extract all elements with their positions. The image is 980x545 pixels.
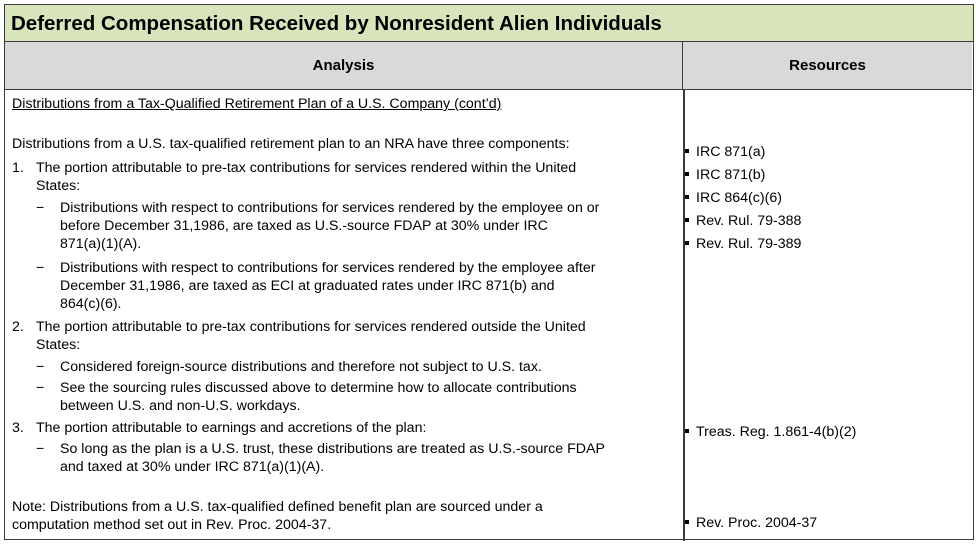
item-1-line: States: [36, 178, 81, 194]
square-bullet-icon [685, 149, 689, 153]
intro-text: Distributions from a U.S. tax-qualified retirement plan to an NRA have three components: [12, 136, 570, 152]
item-2-sub-2-line: between U.S. and non-U.S. workdays. [60, 398, 301, 414]
square-bullet-icon [685, 520, 689, 524]
square-bullet-icon [685, 241, 689, 245]
item-1-line: The portion attributable to pre-tax contributions for services rendered within the United [36, 160, 577, 176]
item-1-sub-2-line: Distributions with respect to contributions for services rendered by the employee after [60, 260, 596, 276]
dash-bullet: − [36, 380, 45, 396]
page-title: Deferred Compensation Received by Nonresident Alien Individuals [11, 12, 662, 35]
square-bullet-icon [685, 195, 689, 199]
title-bar [5, 5, 973, 42]
item-2-line: States: [36, 337, 81, 353]
item-1-sub-1-line: before December 31,1986, are taxed as U.S.-source FDAP at 30% under IRC [60, 218, 548, 234]
item-2-sub-2-line: See the sourcing rules discussed above to determine how to allocate contributions [60, 380, 577, 396]
resource-item: Treas. Reg. 1.861-4(b)(2) [685, 424, 856, 441]
square-bullet-icon [685, 429, 689, 433]
item-3-number: 3. [12, 420, 24, 436]
note-line: computation method set out in Rev. Proc. 2004-37. [12, 517, 332, 533]
item-3-sub-1-line: and taxed at 30% under IRC 871(a)(1)(A). [60, 459, 325, 475]
square-bullet-icon [685, 218, 689, 222]
item-3-sub-1-line: So long as the plan is a U.S. trust, these distributions are treated as U.S.-source FDAP [60, 441, 605, 457]
item-1-sub-1-line: Distributions with respect to contributions for services rendered by the employee on or [60, 200, 600, 216]
item-3-line: The portion attributable to earnings and accretions of the plan: [36, 420, 427, 436]
dash-bullet: − [36, 260, 45, 276]
note-line: Note: Distributions from a U.S. tax-qualified defined benefit plan are sourced under a [12, 499, 543, 515]
resource-item: Rev. Rul. 79-388 [685, 213, 801, 230]
item-1-number: 1. [12, 160, 24, 176]
item-1-sub-2-line: December 31,1986, are taxed as ECI at graduated rates under IRC 871(b) and [60, 278, 555, 294]
item-2-line: The portion attributable to pre-tax contributions for services rendered outside the United [36, 319, 586, 335]
dash-bullet: − [36, 359, 45, 375]
resource-item: Rev. Rul. 79-389 [685, 236, 801, 253]
item-2-number: 2. [12, 319, 24, 335]
column-header-analysis: Analysis [5, 42, 683, 90]
section-subheading: Distributions from a Tax-Qualified Retirement Plan of a U.S. Company (cont’d) [12, 96, 502, 112]
dash-bullet: − [36, 441, 45, 457]
square-bullet-icon [685, 172, 689, 176]
item-1-sub-1-line: 871(a)(1)(A). [60, 236, 142, 252]
resource-item: Rev. Proc. 2004-37 [685, 515, 817, 532]
dash-bullet: − [36, 200, 45, 216]
resource-item: IRC 871(b) [685, 167, 765, 184]
column-header-resources: Resources [683, 42, 972, 90]
item-1-sub-2-line: 864(c)(6). [60, 296, 122, 312]
resource-item: IRC 864(c)(6) [685, 190, 782, 207]
item-2-sub-1-line: Considered foreign-source distributions and therefore not subject to U.S. tax. [60, 359, 542, 375]
resource-item: IRC 871(a) [685, 144, 765, 161]
